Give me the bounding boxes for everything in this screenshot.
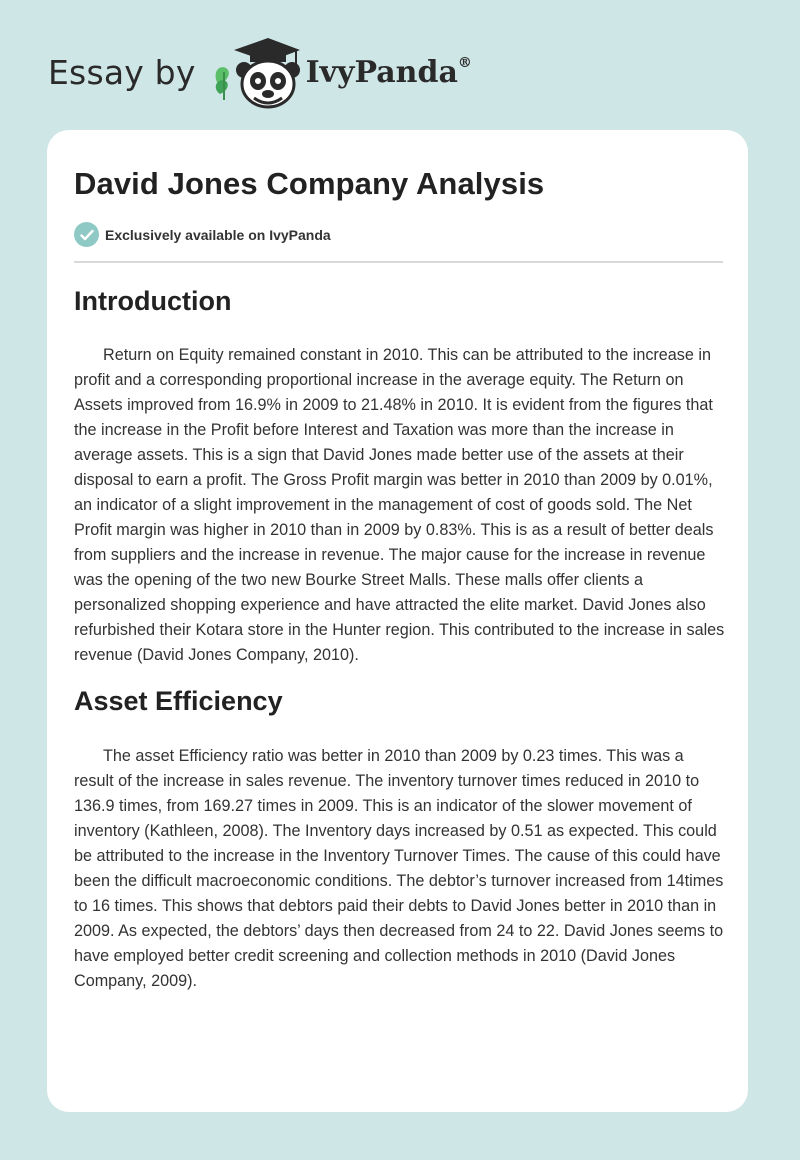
brand-name-text: IvyPanda — [305, 54, 458, 90]
article-card — [47, 130, 748, 1112]
article-title: David Jones Company Analysis — [74, 166, 545, 201]
section-heading-asset-efficiency: Asset Efficiency — [74, 686, 283, 716]
check-icon — [74, 222, 99, 247]
essay-by-label: Essay by — [48, 52, 196, 92]
section-body-asset-efficiency: The asset Efficiency ratio was better in 2010 than 2009 by 0.23 times. This was a result of the increase in sales revenue. The inventory turnover times reduced in 2010 to 136.9 times, from 169.27 times in 2009. This is an indicator of the slower movement of inventory (Kathleen, 2008). The Inventory days increased by 0.51 as expected. This could be attributed to the increase in the Inventory Turnover Times. The cause of this could have been the difficult macroeconomic conditions. The debtor’s turnover increased from 14times to 16 times. This shows that debtors paid their debts to David Jones better in 2010 than in 2009. As expected, the debtors’ days then decreased from 24 to 22. David Jones seems to have employed better credit screening and collection methods in 2010 (David Jones Company, 2009). — [74, 747, 724, 990]
exclusive-badge — [74, 222, 331, 247]
title-divider — [74, 261, 723, 263]
section-body-introduction: Return on Equity remained constant in 2010. This can be attributed to the increase in profit and a corresponding proportional increase in the average equity. The Return on Assets improved from 16.9% in 2009 to 21.48% in 2010. It is evident from the figures that the increase in the Profit before Interest and Taxation was more than the increase in average assets. This is a sign that David Jones made better use of the assets at their disposal to earn a profit. The Gross Profit margin was better in 2010 than 2009 by 0.01%, an indicator of a slight improvement in the management of cost of goods sold. The Net Profit margin was higher in 2010 than in 2009 by 0.83%. This is as a result of better deals from suppliers and the increase in revenue. The major cause for the increase in revenue was the opening of the two new Bourke Street Malls. These malls offer clients a personalized shopping experience and have attracted the elite market. David Jones also refurbished their Kotara store in the Hunter region. This contributed to the increase in sales revenue (David Jones Company, 2010). — [74, 346, 725, 664]
brand-name — [306, 55, 472, 90]
section-heading-introduction: Introduction — [74, 286, 232, 316]
registered-mark: ® — [457, 54, 472, 71]
graduation-panda-logo-icon — [210, 34, 302, 110]
site-header-brand[interactable] — [48, 34, 472, 110]
exclusive-label: Exclusively available on IvyPanda — [105, 226, 331, 243]
